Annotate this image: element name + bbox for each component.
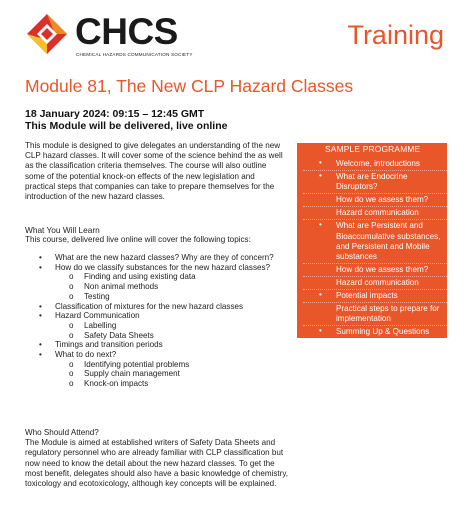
programme-item: [303, 220, 449, 263]
bullet-icon: •: [39, 301, 42, 311]
programme-list: [303, 158, 449, 338]
topic-text: Hazard Communication: [55, 311, 140, 321]
programme-item-text: Hazard communication: [336, 277, 419, 287]
subtopic-item: [25, 360, 295, 370]
date-line: 18 January 2024: 09:15 – 12:45 GMT: [25, 108, 205, 120]
bullet-icon: •: [39, 253, 42, 262]
bullet-icon: •: [319, 290, 322, 300]
bullet-icon: •: [39, 262, 42, 272]
topics-list: [25, 253, 295, 389]
topic-text: How do we classify substances for the new hazard classes?: [55, 262, 271, 272]
topic-item: [25, 302, 295, 312]
programme-item-text: How do we assess them?: [336, 264, 429, 274]
programme-item-text: How do we assess them?: [336, 195, 429, 205]
topic-text: Classification of mixtures for the new hazard classes: [55, 301, 244, 311]
attend-heading: Who Should Attend?: [25, 428, 99, 437]
learn-heading: What You Will Learn: [25, 225, 100, 235]
topic-text: Supply chain management: [84, 369, 180, 379]
attend-section: [25, 428, 290, 489]
topic-item: [25, 253, 295, 263]
programme-item-text: Potential impacts: [336, 291, 398, 301]
programme-item-text: Summing Up & Questions: [336, 327, 430, 337]
training-heading: Training: [347, 20, 444, 50]
programme-item: [303, 158, 449, 171]
topic-text: Safety Data Sheets: [84, 330, 154, 340]
subtopic-item: [25, 272, 295, 282]
programme-item-text: What are Endocrine Disruptors?: [336, 172, 408, 192]
programme-item-text: Practical steps to prepare for implementation: [336, 304, 440, 324]
bullet-icon: •: [319, 220, 322, 230]
subtopic-item: [25, 282, 295, 292]
programme-item-text: Hazard communication: [336, 208, 419, 218]
topic-text: What to do next?: [55, 350, 117, 360]
logo-subtitle: CHEMICAL HAZARDS COMMUNICATION SOCIETY: [76, 52, 193, 57]
topic-item: [25, 263, 295, 273]
topic-text: Finding and using existing data: [84, 272, 196, 282]
programme-item: [303, 303, 449, 326]
topic-text: Labelling: [84, 320, 117, 330]
programme-item: [303, 194, 449, 207]
topic-item: [25, 340, 295, 350]
programme-item: [303, 277, 449, 290]
topic-text: Identifying potential problems: [84, 359, 190, 369]
topic-text: Timings and transition periods: [55, 340, 163, 350]
sub-bullet-icon: o: [69, 282, 74, 292]
bullet-icon: •: [39, 350, 42, 360]
bullet-icon: •: [319, 171, 322, 181]
programme-item-text: What are Persistent and Bioaccumulative substances, and Persistent and Mobile substances: [336, 221, 441, 261]
subtopic-item: [25, 331, 295, 341]
sub-bullet-icon: o: [69, 320, 74, 330]
programme-item: [303, 171, 449, 194]
bullet-icon: •: [319, 158, 322, 167]
chcs-logo: [25, 12, 200, 58]
topic-text: What are the new hazard classes? Why are they of concern?: [55, 253, 274, 262]
page-title: Module 81, The New CLP Hazard Classes: [25, 76, 354, 96]
learn-lead: This course, delivered live online will cover the following topics:: [25, 235, 251, 244]
attend-paragraph: The Module is aimed at established writers of Safety Data Sheets and regulatory personnel who are already familiar with CLP classification but now need to know the detail about the new hazard classes. To get the most benefit, delegates should also have a basic knowledge of chemistry, toxicology and ecotoxicology, although key concepts will be explained.: [25, 438, 289, 489]
sub-bullet-icon: o: [69, 369, 74, 379]
programme-title: SAMPLE PROGRAMME: [325, 144, 421, 154]
programme-item: [303, 290, 449, 303]
programme-item: [303, 326, 449, 338]
topic-item: [25, 311, 295, 321]
module-date: [25, 108, 227, 132]
bullet-icon: •: [319, 326, 322, 336]
bullet-icon: •: [39, 311, 42, 321]
intro-paragraph: This module is designed to give delegates an understanding of the new CLP hazard classes. It will cover some of the science behind the as well as the classification criteria themselves. The course will also outline some of the potential knock-on effects of the new legislation and practical steps that companies can take to prepare themselves for the introduction of the new hazard classes.: [25, 141, 283, 202]
sub-bullet-icon: o: [69, 330, 74, 340]
logo-mark-icon: [25, 12, 69, 56]
programme-item: [303, 264, 449, 277]
topic-item: [25, 350, 295, 360]
sub-bullet-icon: o: [69, 379, 74, 389]
sub-bullet-icon: o: [69, 359, 74, 369]
topic-text: Testing: [84, 291, 110, 301]
subtopic-item: [25, 321, 295, 331]
subtopic-item: [25, 379, 295, 389]
sub-bullet-icon: o: [69, 291, 74, 301]
logo-wordmark: CHCS: [75, 11, 178, 52]
delivery-line: This Module will be delivered, live online: [25, 120, 228, 132]
sub-bullet-icon: o: [69, 272, 74, 282]
programme-item-text: Welcome, introductions: [336, 159, 420, 168]
subtopic-item: [25, 369, 295, 379]
programme-item: [303, 207, 449, 220]
subtopic-item: [25, 292, 295, 302]
topic-text: Non animal methods: [84, 282, 159, 292]
bullet-icon: •: [39, 340, 42, 350]
topic-text: Knock-on impacts: [84, 379, 149, 389]
